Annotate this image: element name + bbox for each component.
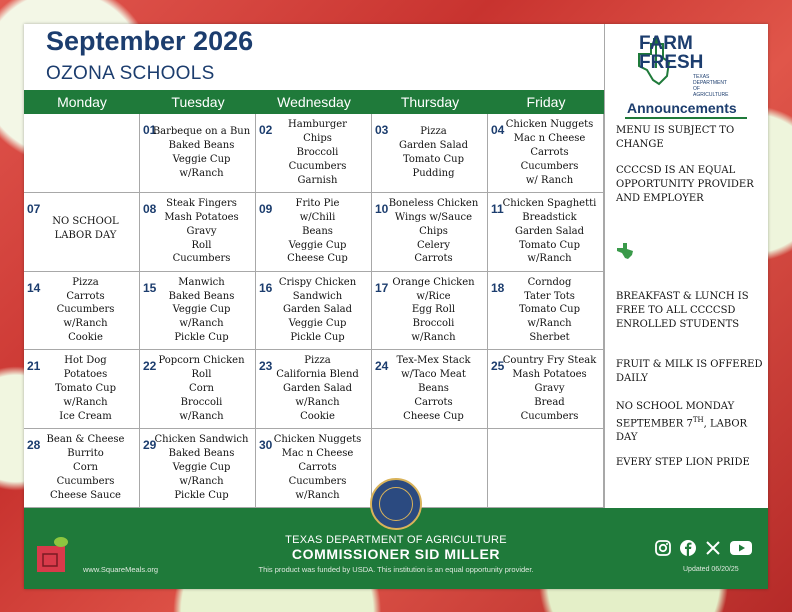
day-number: 08 xyxy=(143,201,157,216)
calendar-day-cell xyxy=(372,114,488,193)
day-number: 09 xyxy=(259,201,273,216)
day-friday: Friday xyxy=(526,94,566,110)
calendar-day-cell xyxy=(140,272,256,351)
menu-item: Cheese Sauce xyxy=(50,489,121,501)
menu-item: Burrito xyxy=(67,448,104,460)
menu-card xyxy=(24,24,768,589)
menu-item: Pickle Cup xyxy=(174,332,229,344)
menu-items xyxy=(266,354,369,424)
calendar-day-cell xyxy=(24,429,140,508)
menu-items xyxy=(266,197,369,267)
footer-commissioner: COMMISSIONER SID MILLER xyxy=(291,546,501,562)
menu-item: Veggie Cup xyxy=(172,153,231,165)
menu-items xyxy=(498,276,601,346)
texas-icon xyxy=(616,242,636,260)
menu-item: Cucumbers xyxy=(56,304,115,316)
menu-item: Chicken Spaghetti xyxy=(502,197,597,209)
calendar-day-cell xyxy=(256,193,372,272)
menu-item: Tomato Cup xyxy=(402,153,465,165)
menu-item: Breadstick xyxy=(522,211,577,223)
menu-item: Veggie Cup xyxy=(172,462,231,473)
calendar-day-cell xyxy=(488,429,604,508)
menu-items xyxy=(382,354,485,424)
day-number: 04 xyxy=(491,123,505,137)
day-number: 28 xyxy=(27,438,41,453)
menu-item: Gravy xyxy=(186,225,217,237)
menu-item: Tater Tots xyxy=(524,290,575,302)
menu-item: Baked Beans xyxy=(168,139,235,151)
menu-item: w/Ranch xyxy=(179,411,224,423)
footer-dept: TEXAS DEPARTMENT OF AGRICULTURE xyxy=(285,534,507,546)
menu-item: NO SCHOOL xyxy=(52,215,119,227)
day-number: 24 xyxy=(375,359,389,374)
menu-item: Cheese Cup xyxy=(287,253,348,265)
website-link[interactable]: www.SquareMeals.org xyxy=(83,565,159,574)
calendar-day-cell xyxy=(256,272,372,351)
day-number: 17 xyxy=(375,280,389,295)
menu-items xyxy=(266,276,369,346)
menu-item: Carrots xyxy=(66,290,105,302)
calendar-day-cell xyxy=(140,350,256,429)
menu-item: w/ Ranch xyxy=(525,174,574,186)
day-number: 23 xyxy=(259,359,273,374)
day-tuesday: Tuesday xyxy=(171,94,225,110)
menu-item: Garden Salad xyxy=(514,225,585,237)
menu-item: w/Ranch xyxy=(63,318,108,330)
menu-items xyxy=(498,354,601,424)
menu-items xyxy=(382,276,485,346)
menu-item: w/Taco Meat xyxy=(401,369,466,381)
menu-item: Crispy Chicken xyxy=(278,276,357,288)
calendar-day-cell xyxy=(24,350,140,429)
day-number: 07 xyxy=(27,201,41,216)
day-number: 30 xyxy=(259,438,273,453)
day-number: 25 xyxy=(491,359,505,374)
menu-item: Chips xyxy=(303,132,332,144)
menu-item: Pickle Cup xyxy=(174,489,229,501)
day-number: 29 xyxy=(143,438,157,453)
menu-item: Corn xyxy=(189,383,214,395)
menu-item: Baked Beans xyxy=(168,290,235,302)
menu-item: Garden Salad xyxy=(398,139,469,151)
day-number: 14 xyxy=(27,280,41,295)
menu-item: Manwich xyxy=(178,276,225,288)
menu-item: Veggie Cup xyxy=(288,318,347,330)
calendar-day-cell xyxy=(256,114,372,193)
menu-item: Chicken Nuggets xyxy=(273,434,362,446)
menu-item: Hamburger xyxy=(288,119,347,130)
menu-item: Pizza xyxy=(420,126,447,137)
menu-item: Cucumbers xyxy=(288,160,347,172)
menu-item: Garden Salad xyxy=(282,383,353,395)
seal-star-ring xyxy=(379,487,413,521)
menu-item: Chips xyxy=(419,225,448,237)
menu-items xyxy=(150,276,253,346)
menu-item: Sandwich xyxy=(292,290,343,302)
menu-item: Egg Roll xyxy=(411,304,456,316)
logo-line1: FARM xyxy=(639,33,693,54)
menu-item: Roll xyxy=(191,369,212,381)
announcements-underline xyxy=(625,117,747,119)
logo-org: TEXAS DEPARTMENT OF AGRICULTURE xyxy=(693,74,729,98)
notice-equal-opportunity: CCCCSD IS AN EQUAL OPPORTUNITY PROVIDER AND EMPLOYER xyxy=(616,165,754,204)
menu-item: Country Fry Steak xyxy=(502,355,597,367)
menu-items xyxy=(382,197,485,267)
day-number: 02 xyxy=(259,123,273,137)
notice-lion-pride: EVERY STEP LION PRIDE xyxy=(616,457,750,468)
menu-item: Tomato Cup xyxy=(518,239,581,251)
menu-item: w/Ranch xyxy=(527,318,572,330)
notice-fruit-milk: FRUIT & MILK IS OFFERED DAILY xyxy=(616,359,763,384)
menu-item: Potatoes xyxy=(63,369,108,381)
menu-item: Orange Chicken xyxy=(392,276,475,288)
menu-item: Cucumbers xyxy=(520,411,579,423)
day-number: 18 xyxy=(491,280,505,295)
menu-item: Bread xyxy=(534,397,565,409)
notice-labor-day-a: NO SCHOOL MONDAY SEPTEMBER 7 xyxy=(616,401,735,430)
day-number: 16 xyxy=(259,280,273,295)
menu-items xyxy=(34,276,137,346)
menu-item: Veggie Cup xyxy=(288,239,347,251)
menu-item: Cookie xyxy=(68,332,103,344)
day-number: 01 xyxy=(143,123,157,137)
menu-items xyxy=(150,354,253,424)
day-wednesday: Wednesday xyxy=(277,94,351,110)
social-links xyxy=(654,539,753,557)
menu-item: Pizza xyxy=(304,355,331,367)
menu-items xyxy=(150,125,253,181)
page-title: September 2026 xyxy=(46,26,254,56)
menu-items xyxy=(150,433,253,503)
menu-items xyxy=(34,354,137,424)
calendar-day-cell xyxy=(488,272,604,351)
menu-item: Pizza xyxy=(72,276,99,288)
menu-item: w/Ranch xyxy=(411,332,456,344)
menu-item: Boneless Chicken xyxy=(388,197,479,209)
menu-item: Chicken Sandwich xyxy=(154,434,249,446)
menu-item: Carrots xyxy=(298,462,337,473)
day-number: 03 xyxy=(375,123,389,137)
menu-item: Roll xyxy=(191,239,212,251)
notice-free-meals: BREAKFAST & LUNCH IS FREE TO ALL CCCCSD ENROLLED STUDENTS xyxy=(616,291,749,330)
menu-item: Bean & Cheese xyxy=(46,434,125,446)
calendar-day-cell xyxy=(488,350,604,429)
menu-item: Sherbet xyxy=(529,332,570,344)
menu-item: Carrots xyxy=(414,397,453,409)
farm-fresh-wordmark xyxy=(639,34,703,72)
menu-item: Beans xyxy=(418,383,449,395)
facebook-icon[interactable] xyxy=(679,539,697,557)
menu-item: Cucumbers xyxy=(288,475,347,487)
menu-item: Mac n Cheese xyxy=(513,132,586,144)
notice-labor-day-b: , LABOR DAY xyxy=(616,418,748,443)
menu-item: Broccoli xyxy=(180,397,223,409)
weekday-header xyxy=(24,90,604,114)
menu-item: Cucumbers xyxy=(172,253,231,265)
notice-labor-day-sup: TH xyxy=(692,415,704,424)
menu-item: Ice Cream xyxy=(59,411,112,423)
announcements-title: Announcements xyxy=(627,100,737,116)
day-number: 10 xyxy=(375,201,389,216)
menu-item: Corn xyxy=(73,462,98,473)
menu-items xyxy=(150,197,253,267)
menu-item: Cucumbers xyxy=(56,475,115,487)
menu-item: Carrots xyxy=(530,146,569,158)
announcements-panel xyxy=(605,24,768,508)
menu-item: Tomato Cup xyxy=(518,304,581,316)
menu-item: w/Chili xyxy=(299,211,336,223)
day-monday: Monday xyxy=(57,94,107,110)
notice-menu-change: MENU IS SUBJECT TO CHANGE xyxy=(616,125,735,150)
menu-item: Gravy xyxy=(534,383,565,395)
menu-item: Popcorn Chicken xyxy=(158,355,245,367)
menu-items xyxy=(266,433,369,503)
menu-item: Cheese Cup xyxy=(403,411,464,423)
menu-item: Beans xyxy=(302,225,333,237)
menu-item: w/Ranch xyxy=(179,318,224,330)
calendar-day-cell xyxy=(488,193,604,272)
menu-item: w/Ranch xyxy=(295,397,340,409)
menu-item: Mash Potatoes xyxy=(512,369,587,381)
menu-item: Pudding xyxy=(412,167,455,179)
menu-items xyxy=(382,125,485,181)
menu-item: Broccoli xyxy=(296,146,339,158)
instagram-icon[interactable] xyxy=(654,539,672,557)
menu-item: Pickle Cup xyxy=(290,332,345,344)
menu-items xyxy=(266,118,369,188)
calendar-day-cell xyxy=(372,350,488,429)
menu-item: Broccoli xyxy=(412,318,455,330)
menu-item: Chicken Nuggets xyxy=(505,119,594,130)
calendar-day-cell xyxy=(140,114,256,193)
footer-disclaimer: This product was funded by USDA. This institution is an equal opportunity provider. xyxy=(258,565,534,574)
youtube-icon[interactable] xyxy=(729,539,753,557)
logo-line2: FRESH xyxy=(639,52,704,73)
menu-item: Hot Dog xyxy=(64,355,107,367)
calendar-day-cell xyxy=(24,193,140,272)
menu-item: Celery xyxy=(416,239,451,251)
menu-item: Garden Salad xyxy=(282,304,353,316)
updated-date: Updated 06/20/25 xyxy=(683,566,739,573)
day-number: 15 xyxy=(143,280,157,295)
menu-item: Frito Pie xyxy=(295,197,340,209)
day-thursday: Thursday xyxy=(400,94,460,110)
menu-item: Barbeque on a Bun xyxy=(152,126,251,137)
menu-item: California Blend xyxy=(276,369,359,381)
menu-item: Corndog xyxy=(527,276,572,288)
menu-item: w/Ranch xyxy=(527,253,572,265)
calendar-grid xyxy=(24,114,604,508)
calendar-day-cell xyxy=(256,350,372,429)
day-number: 21 xyxy=(27,359,41,374)
menu-item: Veggie Cup xyxy=(172,304,231,316)
menu-item: Baked Beans xyxy=(168,448,235,460)
menu-item: w/Ranch xyxy=(63,397,108,409)
menu-item: w/Ranch xyxy=(295,489,340,501)
calendar-day-cell xyxy=(24,114,140,193)
menu-items xyxy=(34,433,137,503)
day-number: 22 xyxy=(143,359,157,374)
calendar-day-cell xyxy=(24,272,140,351)
menu-item: Cookie xyxy=(300,411,335,423)
calendar-day-cell xyxy=(372,193,488,272)
calendar-day-cell xyxy=(140,429,256,508)
calendar-day-cell xyxy=(372,272,488,351)
menu-item: Mac n Cheese xyxy=(281,448,354,460)
calendar-day-cell xyxy=(256,429,372,508)
menu-item: Mash Potatoes xyxy=(164,211,239,223)
menu-item: Steak Fingers xyxy=(166,197,237,209)
menu-items xyxy=(498,197,601,267)
day-number: 11 xyxy=(491,201,504,216)
menu-items xyxy=(498,118,601,188)
x-icon[interactable] xyxy=(704,539,722,557)
menu-item: w/Ranch xyxy=(179,167,224,179)
calendar-day-cell xyxy=(140,193,256,272)
menu-item: w/Rice xyxy=(416,290,451,302)
menu-items xyxy=(34,215,137,243)
notice-labor-day xyxy=(616,400,766,445)
state-seal xyxy=(370,478,422,530)
calendar-day-cell xyxy=(488,114,604,193)
menu-item: Wings w/Sauce xyxy=(394,211,473,223)
menu-item: Garnish xyxy=(297,174,338,186)
menu-item: Tex-Mex Stack xyxy=(396,355,471,367)
menu-item: Cucumbers xyxy=(520,160,579,172)
menu-item: w/Ranch xyxy=(179,475,224,487)
menu-item: Tomato Cup xyxy=(54,383,117,395)
footer xyxy=(24,508,768,589)
menu-item: LABOR DAY xyxy=(54,229,117,241)
school-name: OZONA SCHOOLS xyxy=(46,63,215,84)
menu-item: Carrots xyxy=(414,253,453,265)
